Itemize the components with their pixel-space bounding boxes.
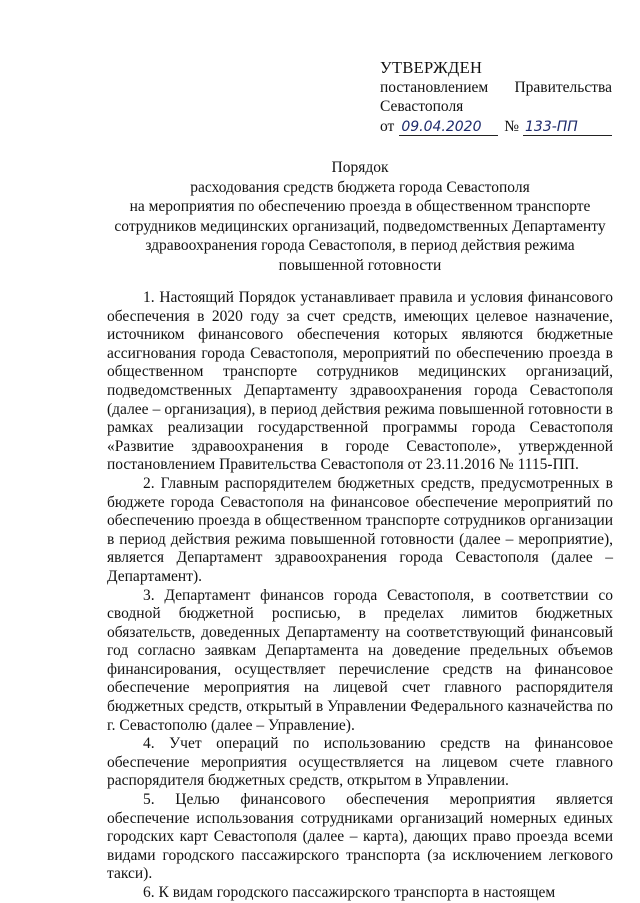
title-line: сотрудников медицинских организаций, подведомственных Департаменту: [114, 217, 606, 235]
paragraph-4: 4. Учет операций по использованию средств на финансовое обеспечение мероприятия осуществляется на лицевом счете главного распорядителя бюджетных средств, открытом в Управлении.: [107, 735, 613, 790]
approval-title: УТВЕРЖДЕН: [380, 58, 483, 77]
approval-date-value: 09.04.2020: [399, 119, 498, 136]
title-line: здравоохранения города Севастополя, в период действия режима: [145, 237, 575, 255]
paragraph-3: 3. Департамент финансов города Севастополя, в соответствии со сводной бюджетной росписью, в пределах лимитов бюджетных обязательств, доведенных Департаменту на соответствующий финансовый год согласно заявкам Департамента на доведение предельных объемов финансирования, осуществляет перечисление средств на финансовое обеспечение мероприятия на лицевой счет главного распорядителя бюджетных средств, открытый в Управлении Федерального казначейства по г. Севастополю (далее – Управление).: [107, 586, 613, 734]
title-line: Порядок: [331, 159, 389, 176]
title-line: расходования средств бюджета города Севастополя: [190, 178, 530, 196]
approval-date-prefix: от: [380, 117, 395, 135]
paragraph-2: 2. Главным распорядителем бюджетных средств, предусмотренных в бюджете города Севастополя на финансовое обеспечение мероприятий по обеспечению проезда в общественном транспорте сотрудников организации в период действия режима повышенной готовности (далее – мероприятие), является Департамент здравоохранения города Севастополя (далее – Департамент).: [107, 474, 613, 585]
paragraph-5: 5. Целью финансового обеспечения мероприятия является обеспечение использования сотрудниками организаций номерных единых городских карт Севастополя (далее – карта), дающих право проезда всеми видами городского пассажирского транспорта (за исключением легкового такси).: [107, 791, 613, 883]
approval-line-2: Севастополя: [380, 98, 464, 115]
approval-block: [380, 58, 612, 136]
approval-line-1-right: Правительства: [514, 78, 612, 96]
approval-line-1-left: постановлением: [380, 78, 489, 96]
approval-number-value: 133-ПП: [523, 119, 612, 136]
paragraph-1: 1. Настоящий Порядок устанавливает правила и условия финансового обеспечения в 2020 году за счет средств, имеющих целевое назначение, источником финансового обеспечения которых являются бюджетные ассигнования города Севастополя, мероприятий по обеспечению проезда в общественном транспорте сотрудников медицинских организаций, подведомственных Департаменту здравоохранения города Севастополя (далее – организация), в период действия режима повышенной готовности в рамках реализации государственной программы города Севастополя «Развитие здравоохранения в городе Севастополе», утвержденной постановлением Правительства Севастополя от 23.11.2016 № 1115-ПП.: [107, 289, 613, 474]
document-body: [107, 289, 613, 903]
title-line: повышенной готовности: [278, 256, 442, 274]
title-line: на мероприятия по обеспечению проезда в общественном транспорте: [129, 198, 591, 216]
paragraph-6: 6. К видам городского пассажирского транспорта в настоящем: [143, 884, 556, 901]
approval-date-line: [380, 117, 612, 137]
approval-number-sign: №: [504, 117, 519, 135]
approval-line-1: [380, 78, 612, 98]
document-title: [100, 158, 620, 276]
